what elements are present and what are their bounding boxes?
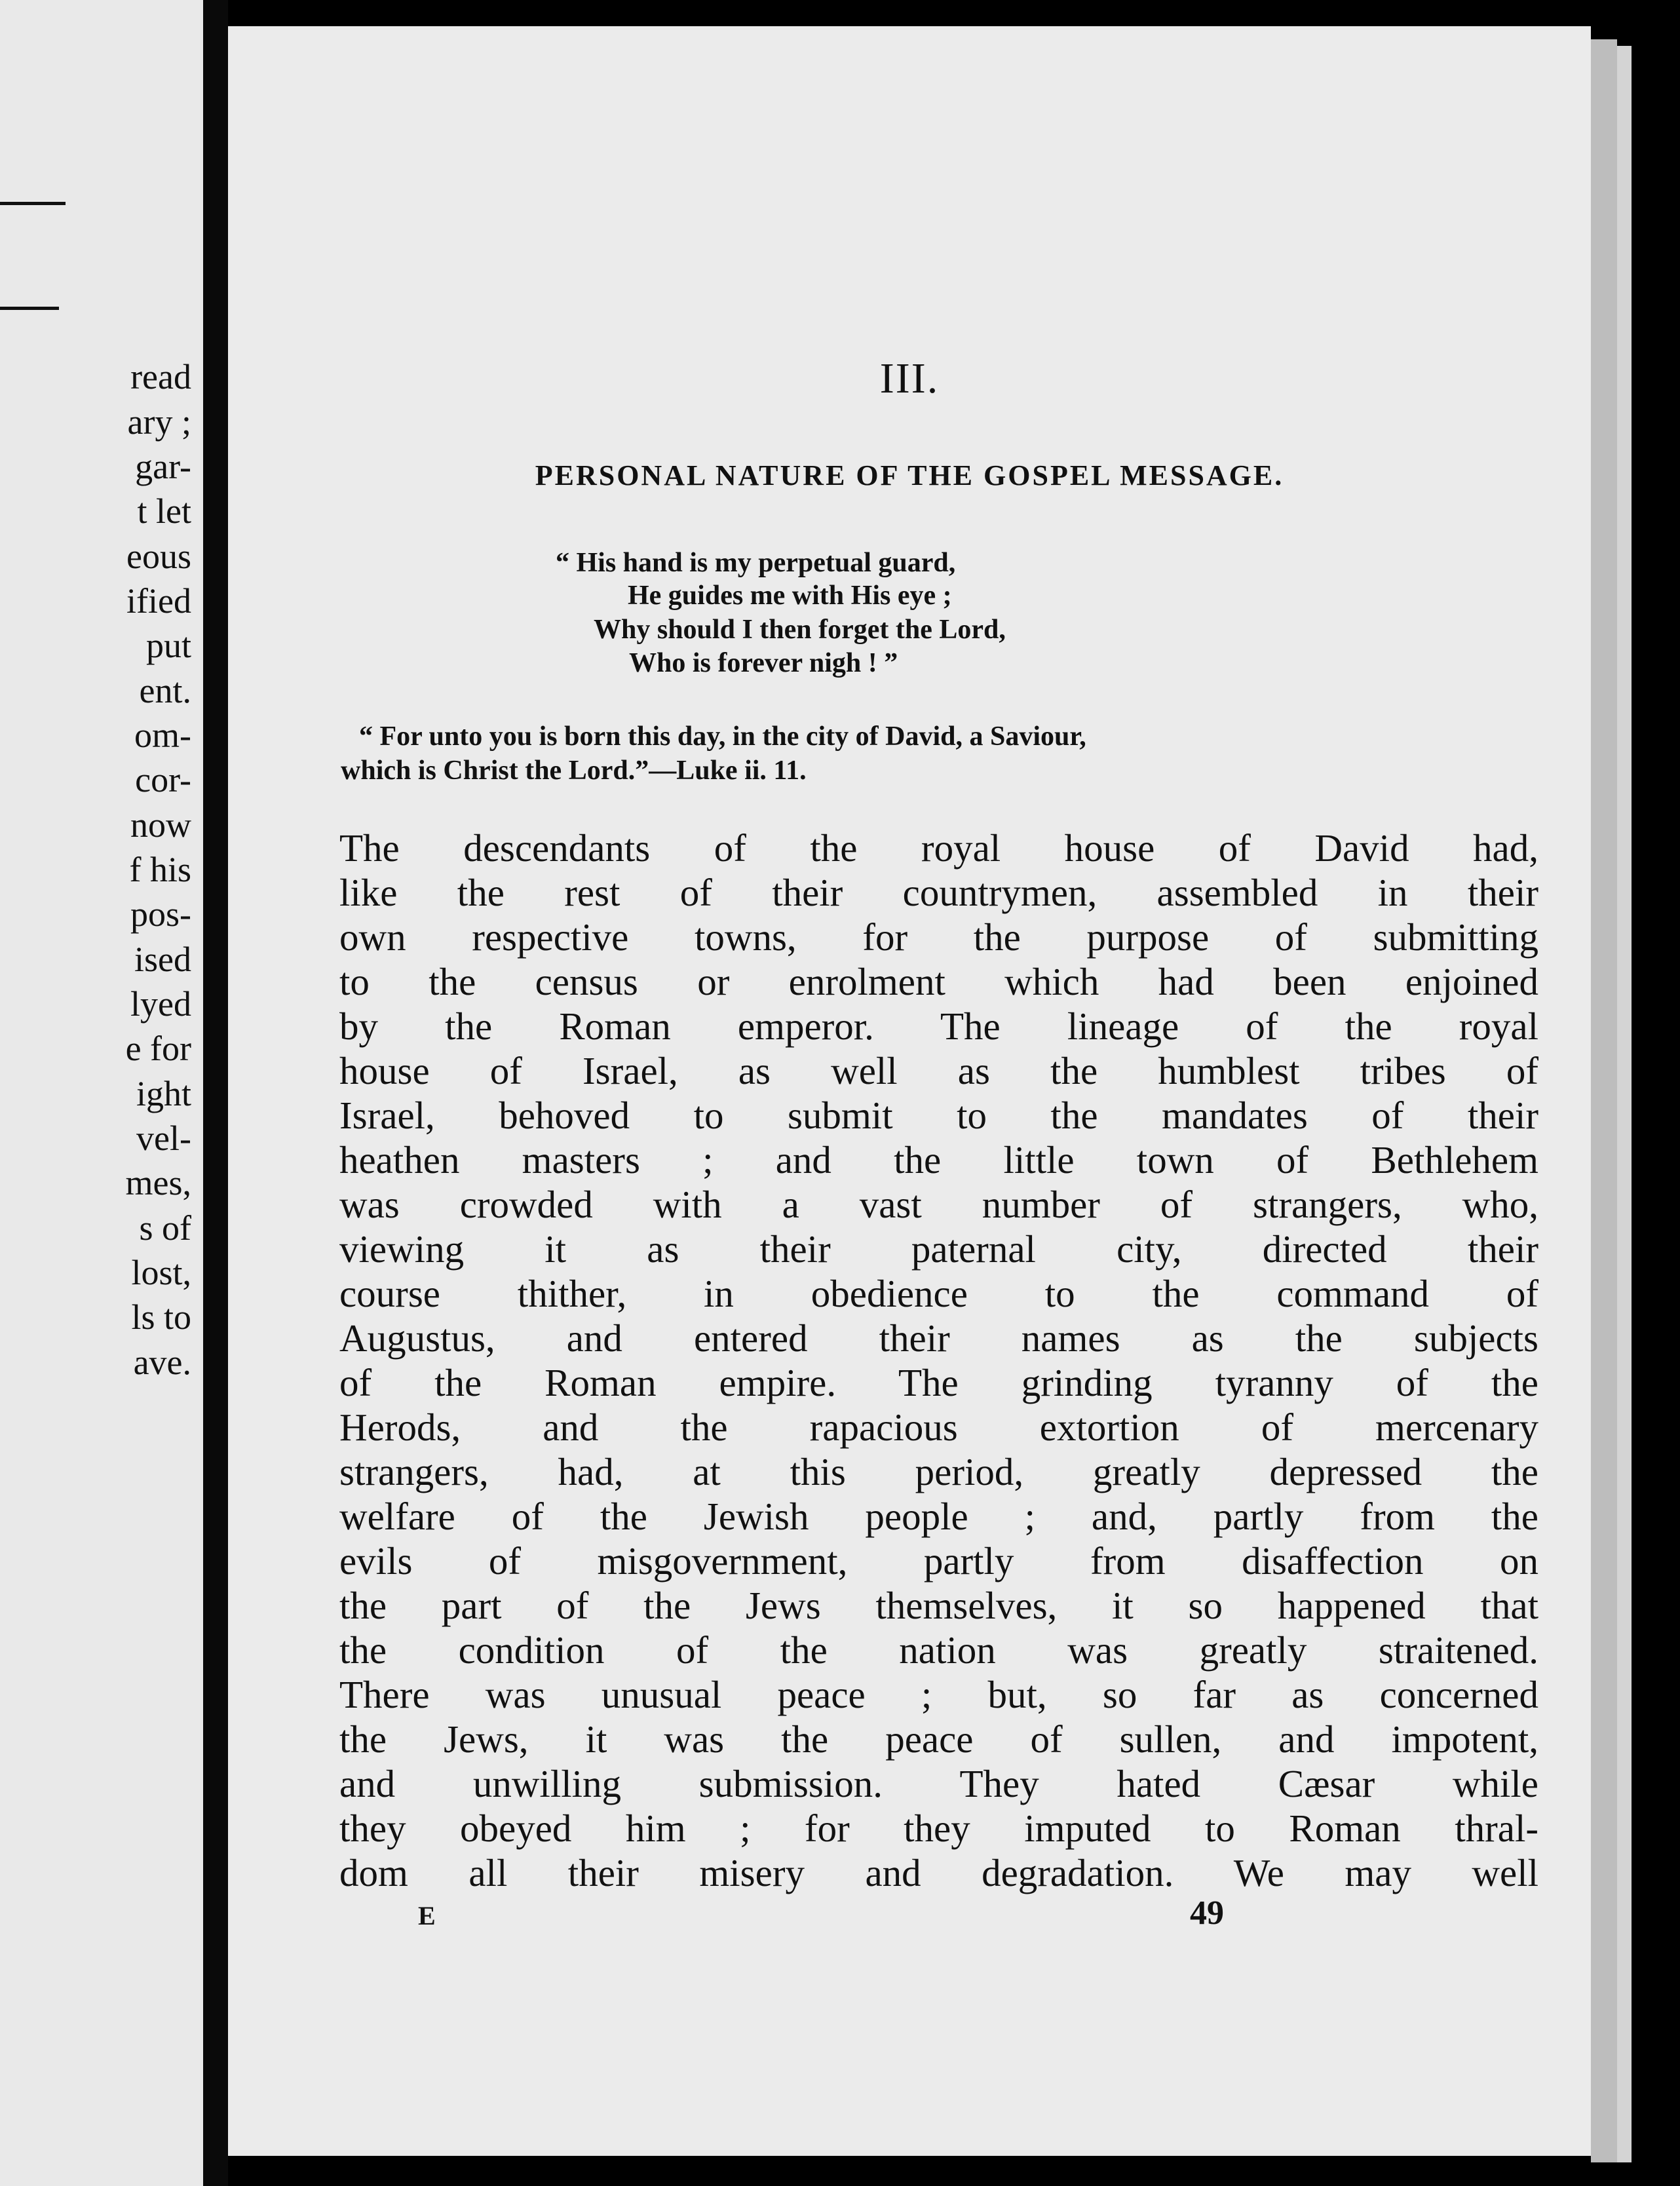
prev-page-rule-bottom (0, 307, 59, 310)
body-line: house of Israel, as well as the humblest tribes of (339, 1049, 1538, 1092)
body-line: to the census or enrolment which had been enjoined (339, 960, 1538, 1003)
body-line: strangers, had, at this period, greatly depressed the (339, 1450, 1538, 1493)
verse-line: Why should I then forget the Lord, (594, 615, 1006, 645)
page-edge-shadow (1591, 39, 1617, 2162)
chapter-title: PERSONAL NATURE OF THE GOSPEL MESSAGE. (535, 459, 1284, 491)
book-page (228, 26, 1591, 2156)
prev-page-rule-top (0, 202, 66, 205)
epigraph-line: “ For unto you is born this day, in the city of David, a Saviour, (359, 721, 1086, 752)
body-line: viewing it as their paternal city, directed their (339, 1227, 1538, 1271)
body-line: like the rest of their countrymen, assembled in their (339, 871, 1538, 914)
body-line: and unwilling submission. They hated Cæsar while (339, 1762, 1538, 1805)
book-gutter (203, 0, 228, 2186)
prev-page-line: vel- (136, 1119, 191, 1158)
body-line: Augustus, and entered their names as the subjects (339, 1316, 1538, 1360)
body-line: the condition of the nation was greatly straitened. (339, 1628, 1538, 1672)
page-edge-highlight (1617, 46, 1632, 2162)
prev-page-line: pos- (130, 894, 191, 934)
prev-page-line: gar- (135, 447, 191, 486)
verse-line: He guides me with His eye ; (628, 581, 952, 611)
body-line: evils of misgovernment, partly from disaffection on (339, 1539, 1538, 1582)
prev-page-line: put (145, 626, 191, 665)
prev-page-line: now (130, 805, 191, 845)
previous-page-fragment (0, 0, 203, 2186)
epigraph-line: which is Christ the Lord.”—Luke ii. 11. (341, 756, 807, 786)
body-line: the Jews, it was the peace of sullen, and impotent, (339, 1717, 1538, 1761)
body-line: the part of the Jews themselves, it so happened that (339, 1584, 1538, 1627)
body-line: by the Roman emperor. The lineage of the royal (339, 1005, 1538, 1048)
prev-page-line: t let (137, 491, 191, 531)
body-line: course thither, in obedience to the command of (339, 1272, 1538, 1315)
signature-mark: E (418, 1901, 436, 1930)
prev-page-line: ls to (131, 1297, 191, 1337)
body-line: There was unusual peace ; but, so far as concerned (339, 1673, 1538, 1716)
prev-page-line: ified (126, 581, 191, 621)
prev-page-line: ised (134, 940, 191, 979)
body-line: own respective towns, for the purpose of submitting (339, 915, 1538, 959)
body-line: welfare of the Jewish people ; and, partly from the (339, 1495, 1538, 1538)
prev-page-line: eous (126, 537, 191, 576)
prev-page-line: e for (125, 1029, 191, 1068)
body-line: they obeyed him ; for they imputed to Roman thral- (339, 1807, 1538, 1850)
prev-page-line: mes, (125, 1163, 191, 1202)
prev-page-line: f his (129, 850, 191, 889)
prev-page-line: ary ; (127, 402, 191, 442)
verse-line: Who is forever nigh ! ” (629, 648, 898, 678)
body-line: of the Roman empire. The grinding tyranny of the (339, 1361, 1538, 1404)
prev-page-line: lyed (130, 984, 191, 1024)
page-number: 49 (1190, 1894, 1224, 1932)
body-line: Herods, and the rapacious extortion of mercenary (339, 1406, 1538, 1449)
prev-page-line: om- (134, 716, 191, 755)
prev-page-line: lost, (131, 1253, 191, 1292)
body-line: The descendants of the royal house of David had, (339, 826, 1538, 870)
prev-page-line: cor- (135, 760, 191, 799)
verse-line: “ His hand is my perpetual guard, (556, 548, 956, 578)
prev-page-line: ight (136, 1074, 191, 1113)
prev-page-line: read (130, 357, 191, 396)
prev-page-line: s of (139, 1208, 191, 1248)
body-line: Israel, behoved to submit to the mandates of their (339, 1094, 1538, 1137)
body-line: dom all their misery and degradation. We may well (339, 1851, 1538, 1894)
body-line: heathen masters ; and the little town of Bethlehem (339, 1138, 1538, 1181)
chapter-number: III. (879, 355, 940, 402)
body-line: was crowded with a vast number of strangers, who, (339, 1183, 1538, 1226)
prev-page-line: ent. (139, 671, 191, 710)
prev-page-line: ave. (133, 1343, 191, 1382)
